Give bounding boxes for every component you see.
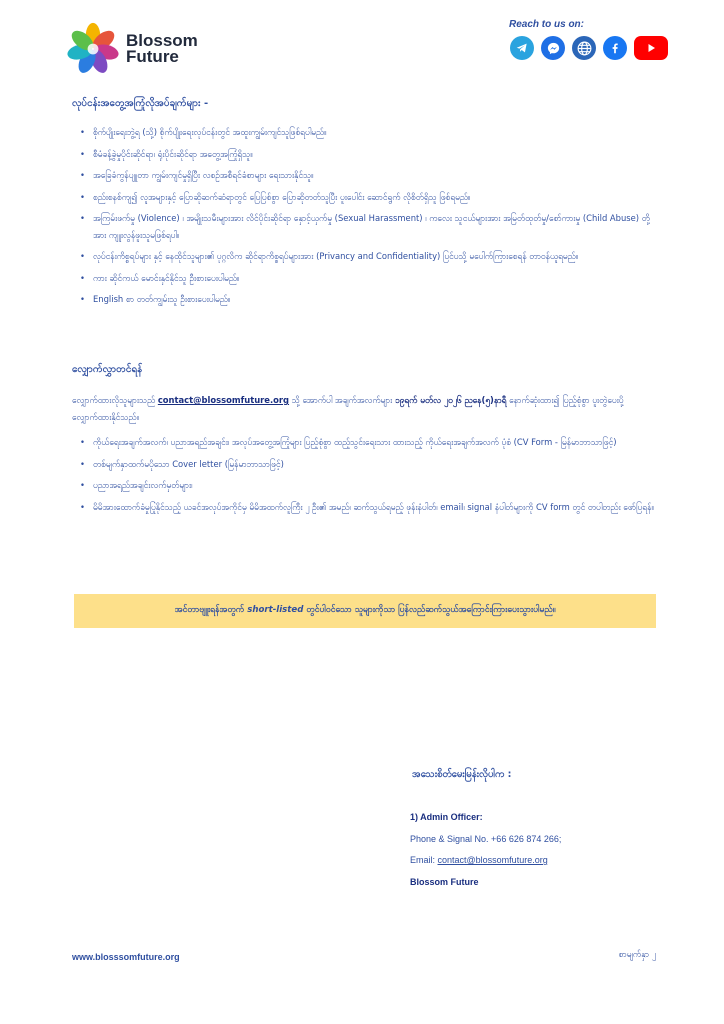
- list-item: • English စာ တတ်ကျွမ်းသူ ဦးစားပေးပါမည်။: [80, 291, 660, 308]
- contact-phone: Phone & Signal No. +66 626 874 266;: [410, 833, 562, 844]
- apply-list: [80, 434, 660, 520]
- contact-email-line: [410, 855, 561, 865]
- brand-line1: Blossom: [126, 31, 198, 50]
- requirements-title: လုပ်ငန်းအတွေ့အကြုံလိုအပ်ချက်များ -: [72, 98, 209, 109]
- apply-title: လျှောက်လွှာတင်ရန်: [72, 364, 143, 375]
- email-link[interactable]: contact@blossomfuture.org: [157, 395, 290, 405]
- list-item: • ပညာအရည်အချင်းလက်မှတ်များ၊: [80, 477, 660, 494]
- list-item: • တစ်မျက်နှာထက်မပိုသော Cover letter (မြန်မာဘာသာဖြင့်): [80, 456, 660, 473]
- apply-intro-after: နောက်ဆုံးထား၍ ပြည့်စုံစွာ ပူးတွဲပေးပို့ လျှောက်ထားနိုင်သည်။: [72, 395, 624, 422]
- youtube-icon[interactable]: [634, 36, 668, 60]
- contact-officer: 1) Admin Officer:: [410, 812, 483, 822]
- facebook-icon[interactable]: [603, 36, 627, 60]
- requirements-list: [80, 124, 660, 313]
- list-item: • မိမိအားထောက်ခံမှုပြုနိုင်သည့် ယခင်အလုပ်အကိုင်မှ မိမိအထက်လူကြီး ၂ ဦး၏ အမည်၊ ဆက်သွယ်ရမည့် ဖုန်းနံပါတ်၊ email၊ signal နံပါတ်များကို CV form တွင် တပါတည်း ဖော်ပြရန်။: [80, 499, 660, 516]
- shortlist-banner: [74, 594, 656, 628]
- list-item: • စိုက်ပျိုးရေးဘွဲ့ရ (သို့) စိုက်ပျိုးရေးလုပ်ငန်းတွင် အထူးကျွမ်းကျင်သူဖြစ်ရပါမည်။: [80, 124, 660, 141]
- contact-email-label: Email:: [410, 855, 438, 865]
- list-item: • ကား ဆိုင်ကယ် မောင်းနှင်နိုင်သူ ဦးစားပေးပါမည်။: [80, 270, 660, 287]
- list-item: • စည်းစနစ်ကျ၍ လူအများနှင့် ပြောဆိုဆက်ဆံရာတွင် ပြေပြစ်စွာ ပြောဆိုတတ်သူပြီး ပူးပေါင်း ဆောင်ရွက် လိုစိတ်ရှိသူ ဖြစ်ရမည်။: [80, 189, 660, 206]
- contact-org: Blossom Future: [410, 876, 479, 887]
- contact-block: [410, 812, 561, 898]
- list-item: • အခြေခံကွန်ပျူတာ ကျွမ်းကျင်မှုရှိပြီး လစဉ်အစီရင်ခံစာများ ရေးသားနိုင်သူ။: [80, 167, 660, 184]
- banner-emphasis: short-listed: [247, 605, 304, 615]
- page-number: စာမျက်နှာ ၂: [618, 950, 656, 960]
- brand-name: [126, 33, 198, 65]
- footer-website[interactable]: www.blosssomfuture.org: [72, 952, 180, 962]
- telegram-icon[interactable]: [510, 36, 534, 60]
- list-item: • ကိုယ်ရေးအချက်အလက်၊ ပညာအရည်အချင်း၊ အလုပ်အတွေ့အကြုံများ ပြည့်စုံစွာ ထည့်သွင်းရေးသား ထားသည့် ကိုယ်ရေးအချက်အလက် ပုံစံ (CV Form - မြန်မာဘာသာဖြင့်): [80, 434, 660, 451]
- list-item: • လုပ်ငန်းကိစ္စရပ်များ နှင့် နေထိုင်သူများ၏ ပုဂ္ဂလိက ဆိုင်ရာကိစ္စရပ်များအား (Privancy and Confidentiality) ပြင်ပသို့ မပေါက်ကြားစေရန် တာဝန်ယူရမည်။: [80, 248, 660, 265]
- list-item: • အကြမ်းဖက်မှု (Violence) ၊ အမျိုးသမီးများအား လိင်ပိုင်းဆိုင်ရာ နှောင့်ယှက်မှု (Sexual Harassment) ၊ ကလေး သူငယ်များအား အမြတ်ထုတ်မှု/စော်ကားမှု (Child Abuse) တို့အား ကျူးလွန်ဖူးသူမဖြစ်ရပါ။: [80, 210, 660, 243]
- messenger-icon[interactable]: [541, 36, 565, 60]
- social-links: [510, 36, 668, 60]
- deadline: ၁၉ရက် မတ်လ ၂၀၂၆ ညနေ(၅)နာရီ: [394, 395, 507, 405]
- banner-after: တွင်ပါဝင်သော သူများကိုသာ ပြန်လည်ဆက်သွယ်အကြောင်းကြားပေးသွားပါမည်။: [303, 605, 556, 615]
- reach-label: Reach to us on:: [508, 19, 584, 30]
- list-item: • စီမံခန့်ခွဲမှုပိုင်းဆိုင်ရာ၊ ရုံးပိုင်းဆိုင်ရာ အတွေ့အကြုံရှိသူ။: [80, 146, 660, 163]
- banner-before: အင်တာဗျူးရန်အတွက်: [174, 605, 248, 615]
- contact-title: အသေးစိတ်မေးမြန်းလိုပါက :: [412, 769, 512, 780]
- apply-intro: [72, 392, 662, 425]
- contact-email-link[interactable]: contact@blossomfuture.org: [437, 855, 548, 865]
- apply-intro-before: လျှောက်ထားလိုသူများသည်: [72, 395, 158, 405]
- globe-icon[interactable]: [572, 36, 596, 60]
- brand-line2: Future: [126, 47, 179, 66]
- brand-logo: [66, 22, 198, 76]
- apply-intro-middle: သို့ အောက်ပါ အချက်အလက်များ: [289, 395, 395, 405]
- flower-logo-icon: [66, 22, 120, 76]
